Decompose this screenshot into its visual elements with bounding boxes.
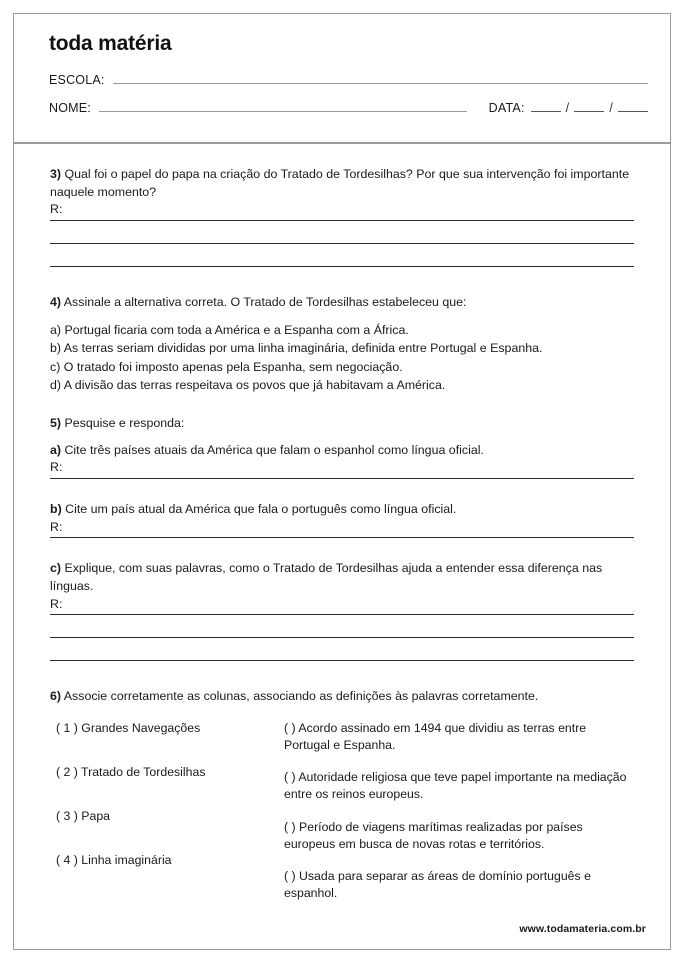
question-4-text — [50, 294, 634, 312]
data-day-input[interactable] — [531, 100, 561, 112]
section-spacer — [50, 400, 634, 415]
matching-term-2: ( 2 ) Tratado de Tordesilhas — [56, 765, 206, 780]
matching-term-4: ( 4 ) Linha imaginária — [56, 853, 172, 868]
matching-definition-3[interactable]: ( ) Período de viagens marítimas realizadas por países europeus em busca de novas rotas e territórios. — [284, 819, 583, 851]
question-3-text — [50, 166, 634, 201]
question-5b-text — [50, 501, 634, 519]
nome-data-field-row — [49, 100, 648, 115]
section-spacer — [50, 272, 634, 294]
question-5b-body: Cite um país atual da América que fala o português como língua oficial. — [61, 501, 457, 516]
section-spacer — [50, 666, 634, 688]
question-6-body: Associe corretamente as colunas, associando as definições às palavras corretamente. — [63, 689, 539, 704]
worksheet-page — [13, 13, 671, 950]
nome-input-line[interactable] — [99, 100, 467, 112]
subquestion-spacer — [50, 479, 634, 501]
question-5c-letter: c) — [50, 561, 62, 576]
brand-logo: toda matéria — [49, 32, 172, 55]
question-5 — [50, 415, 634, 661]
question-5a-letter: a) — [50, 442, 62, 457]
data-separator-2: / — [609, 101, 613, 115]
answer-gap — [50, 221, 634, 241]
question-4-option-d[interactable]: d) A divisão das terras respeitava os povos que já habitavam a América. — [50, 378, 446, 393]
matching-exercise — [50, 720, 634, 918]
question-3-answer-line-3[interactable] — [50, 266, 634, 267]
footer-url: www.todamateria.com.br — [519, 923, 646, 935]
question-5c-answer-line-3[interactable] — [50, 660, 634, 661]
question-5-body: Pesquise e responda: — [64, 416, 185, 430]
nome-label: NOME: — [49, 101, 91, 115]
question-4-option-b[interactable]: b) As terras seriam divididas por uma linha imaginária, definida entre Portugal e Espanha. — [50, 341, 543, 356]
question-5-number: 5) — [50, 416, 62, 430]
data-year-input[interactable] — [618, 100, 648, 112]
matching-term-3: ( 3 ) Papa — [56, 809, 110, 824]
worksheet-content — [14, 144, 670, 917]
matching-definition-2[interactable]: ( ) Autoridade religiosa que teve papel importante na mediação entre os reinos europeus. — [284, 770, 627, 802]
data-month-input[interactable] — [574, 100, 604, 112]
matching-definition-4[interactable]: ( ) Usada para separar as áreas de domínio português e espanhol. — [284, 869, 591, 901]
options-spacer — [50, 312, 634, 321]
question-6 — [50, 688, 634, 917]
question-3-body: Qual foi o papel do papa na criação do Tratado de Tordesilhas? Por que sua intervenção foi importante naquele momento? — [50, 167, 630, 199]
question-6-number: 6) — [50, 689, 62, 704]
escola-input-line[interactable] — [113, 72, 648, 84]
question-5b-letter: b) — [50, 501, 62, 516]
worksheet-header — [14, 14, 670, 144]
data-separator-1: / — [565, 101, 570, 115]
answer-gap — [50, 244, 634, 264]
data-label: DATA: — [488, 101, 525, 115]
answer-gap — [50, 615, 634, 635]
matching-terms-column — [50, 720, 280, 918]
escola-label: ESCOLA: — [49, 73, 105, 87]
question-5a-body: Cite três países atuais da América que falam o espanhol como língua oficial. — [61, 442, 484, 457]
matching-term-1: ( 1 ) Grandes Navegações — [56, 720, 201, 735]
question-5c-body: Explique, com suas palavras, como o Tratado de Tordesilhas ajuda a entender essa diferença nas línguas. — [50, 561, 603, 593]
question-5c-answer-prefix: R: — [50, 596, 63, 611]
answer-gap — [50, 638, 634, 658]
question-3-number: 3) — [50, 167, 62, 181]
question-6-text — [50, 688, 634, 706]
data-field-group — [489, 100, 648, 115]
question-5a-answer-prefix: R: — [50, 460, 63, 475]
question-4-number: 4) — [50, 294, 62, 309]
question-3-answer-prefix: R: — [50, 202, 63, 217]
escola-field-row — [49, 72, 648, 87]
question-4-option-c[interactable]: c) O tratado foi imposto apenas pela Espanha, sem negociação. — [50, 359, 403, 374]
matching-definition-1[interactable]: ( ) Acordo assinado em 1494 que dividiu as terras entre Portugal e Espanha. — [284, 720, 587, 753]
question-5-text — [50, 415, 634, 433]
subquestion-spacer — [50, 433, 634, 442]
subquestion-spacer — [50, 538, 634, 560]
matching-definitions-column — [280, 720, 634, 918]
question-5a-text — [50, 442, 634, 460]
question-5b-answer-prefix: R: — [50, 519, 63, 534]
question-4-body: Assinale a alternativa correta. O Tratado de Tordesilhas estabeleceu que: — [63, 294, 467, 309]
question-3 — [50, 166, 634, 267]
question-4-option-a[interactable]: a) Portugal ficaria com toda a América e a Espanha com a África. — [50, 322, 409, 337]
question-4 — [50, 294, 634, 395]
question-5c-text — [50, 560, 634, 595]
